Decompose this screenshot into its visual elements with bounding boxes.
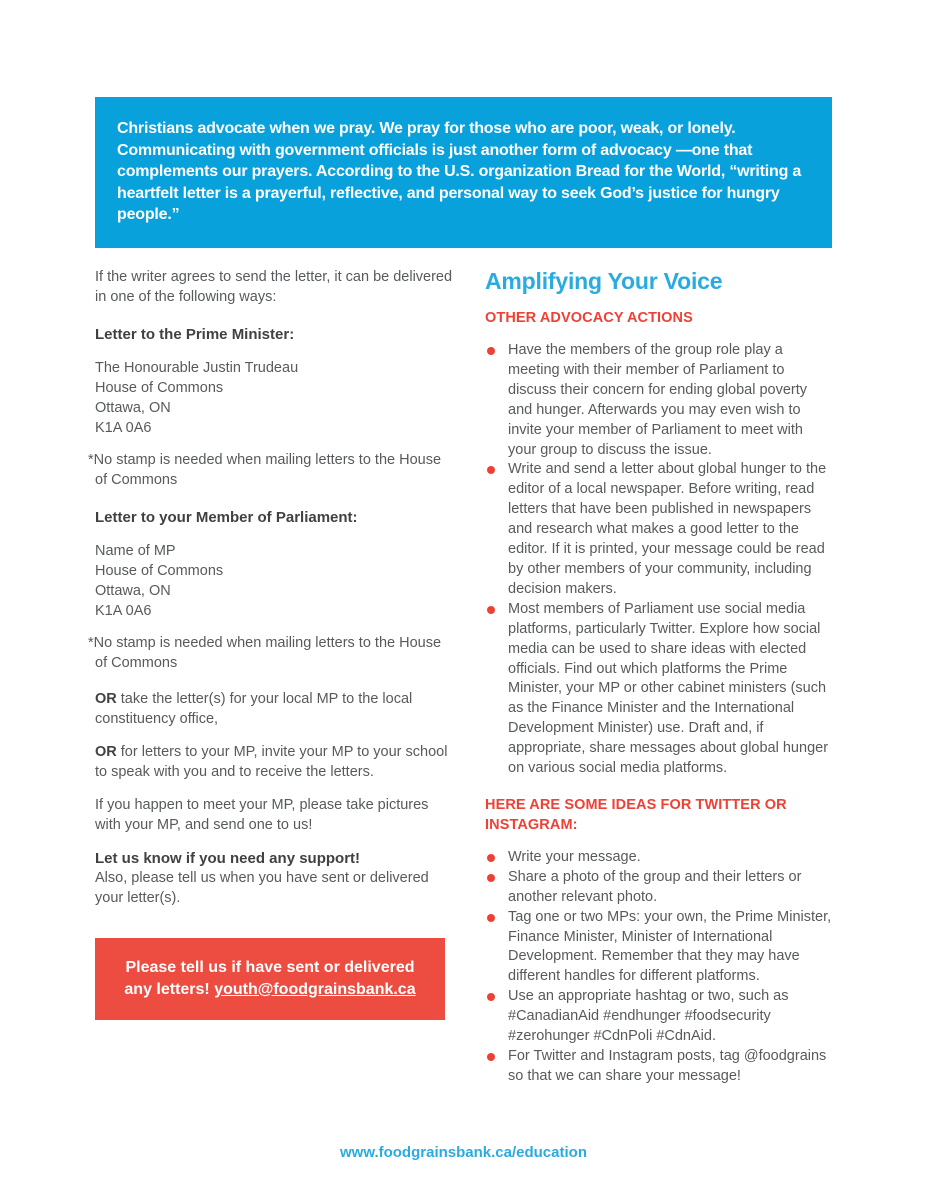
list-item	[485, 987, 832, 1047]
twitter-ideas-list	[485, 848, 832, 1087]
address-line: K1A 0A6	[95, 602, 152, 619]
or-label: OR	[95, 744, 117, 761]
address-line: K1A 0A6	[95, 419, 152, 436]
or-text: take the letter(s) for your local MP to the local constituency office,	[95, 691, 413, 728]
banner-text: Christians advocate when we pray. We pray for those who are poor, weak, or lonely. Communicating with government officials is just another form of advocacy —one that complements our prayers. According to the U.S. organization Bread for the World, “writing a heartfelt letter is a prayerful, reflective, and personal way to seek God’s justice for hungry people.”	[117, 120, 802, 223]
support-heading: Let us know if you need any support!	[95, 849, 361, 867]
list-item	[485, 908, 832, 988]
bullet-icon	[487, 466, 495, 474]
contact-callout-text	[113, 957, 427, 1001]
list-item	[485, 868, 832, 908]
intro-paragraph: If the writer agrees to send the letter, it can be delivered in one of the following ways:	[95, 269, 453, 305]
list-item-text: Use an appropriate hashtag or two, such as #CanadianAid #endhunger #foodsecurity #zerohunger #CdnPoli #CdnAid.	[508, 988, 789, 1045]
bullet-icon	[487, 874, 495, 882]
contact-callout	[95, 938, 445, 1020]
footer	[0, 1144, 927, 1162]
support-text: Also, please tell us when you have sent or delivered your letter(s).	[95, 869, 429, 906]
callout-text: Please tell us if have sent or delivered any letters!	[124, 958, 415, 998]
list-item	[485, 1047, 832, 1087]
list-item-text: For Twitter and Instagram posts, tag @foodgrains so that we can share your message!	[508, 1048, 827, 1084]
list-item	[485, 460, 832, 599]
address-line: Name of MP	[95, 542, 176, 559]
mp-letter-heading: Letter to your Member of Parliament:	[95, 508, 358, 526]
email-link[interactable]: youth@foodgrainsbank.ca	[214, 980, 416, 998]
list-item-text: Most members of Parliament use social media platforms, particularly Twitter. Explore how social media can be used to share ideas with elected officials. Find out which platforms the Prime Minister, your MP or other cabinet ministers (such as the Finance Minister and the International Development Minister) use. Draft and, if appropriate, share messages about global hunger on various social media platforms.	[508, 600, 829, 777]
address-line: House of Commons	[95, 379, 224, 396]
list-item	[485, 848, 832, 868]
bullet-icon	[487, 606, 495, 614]
no-stamp-note-1: *No stamp is needed when mailing letters to the House of Commons	[88, 451, 442, 488]
bullet-icon	[487, 347, 495, 355]
pm-address	[95, 358, 455, 438]
address-line: Ottawa, ON	[95, 399, 171, 416]
footer-link[interactable]: www.foodgrainsbank.ca/education	[340, 1144, 587, 1161]
list-item	[485, 341, 832, 460]
bullet-icon	[487, 914, 495, 922]
pictures-paragraph: If you happen to meet your MP, please take pictures with your MP, and send one to us!	[95, 797, 429, 833]
address-line: The Honourable Justin Trudeau	[95, 359, 299, 376]
bullet-icon	[487, 854, 495, 862]
pm-letter-heading: Letter to the Prime Minister:	[95, 325, 295, 343]
list-item-text: Share a photo of the group and their letters or another relevant photo.	[508, 868, 802, 905]
content-columns	[88, 268, 832, 1103]
list-item-text: Write your message.	[508, 848, 641, 865]
list-item	[485, 600, 832, 779]
advocacy-actions-heading: OTHER ADVOCACY ACTIONS	[485, 310, 693, 326]
twitter-ideas-heading: HERE ARE SOME IDEAS FOR TWITTER OR INSTAGRAM:	[485, 796, 787, 833]
or-option-1	[95, 690, 455, 730]
or-text: for letters to your MP, invite your MP to your school to speak with you and to receive the letters.	[95, 744, 448, 781]
no-stamp-note-2: *No stamp is needed when mailing letters to the House of Commons	[88, 634, 442, 671]
right-column-title: Amplifying Your Voice	[485, 268, 723, 294]
list-item-text: Have the members of the group role play a meeting with their member of Parliament to discuss their concern for ending global poverty and hunger. Afterwards you may even wish to invite your member of Parliament to meet with your group to discuss the issue.	[508, 342, 808, 458]
bullet-icon	[487, 1053, 495, 1061]
advocacy-actions-list	[485, 341, 832, 779]
address-line: House of Commons	[95, 562, 224, 579]
intro-quote-banner	[95, 97, 832, 248]
list-item-text: Tag one or two MPs: your own, the Prime Minister, Finance Minister, Minister of International Development. Remember that they may have different handles for different platforms.	[508, 908, 832, 985]
or-label: OR	[95, 691, 117, 708]
bullet-icon	[487, 993, 495, 1001]
address-line: Ottawa, ON	[95, 582, 171, 599]
right-column	[485, 268, 832, 1103]
list-item-text: Write and send a letter about global hunger to the editor of a local newspaper. Before writing, read letters that have been published in newspapers and research what makes a good letter to the editor. If it is printed, your message could be read by other members of your community, including decision makers.	[508, 461, 827, 597]
or-option-2	[95, 743, 455, 783]
left-column	[88, 268, 455, 1103]
mp-address	[95, 541, 455, 621]
